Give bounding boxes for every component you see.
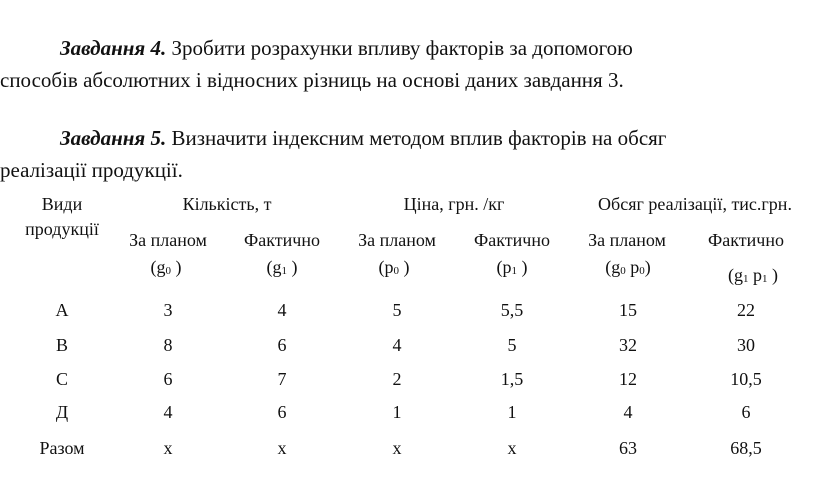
subheader-symbol: ($p_0$ ) bbox=[378, 257, 410, 277]
table-cell: x bbox=[277, 438, 287, 458]
subheader-label: За планом bbox=[588, 230, 666, 250]
row-name: Д bbox=[55, 402, 69, 422]
table-cell: 63 bbox=[619, 438, 637, 458]
table-cell: 1,5 bbox=[500, 369, 524, 389]
table-cell: x bbox=[507, 438, 517, 458]
table-cell: 68,5 bbox=[730, 438, 762, 458]
subheader-symbol: ($p_1$ ) bbox=[496, 257, 528, 277]
table-cell: 3 bbox=[163, 300, 173, 320]
table-cell: 4 bbox=[163, 402, 173, 422]
subheader-label: Фактично bbox=[708, 230, 784, 250]
row-name: В bbox=[55, 335, 69, 355]
table-cell: 5 bbox=[507, 335, 517, 355]
task5-line1: Визначити індексним методом вплив факторів на обсяг bbox=[166, 126, 667, 150]
task5-lead: Завдання 5. bbox=[60, 126, 167, 150]
row-name: Разом bbox=[39, 438, 85, 458]
subheader-label: За планом bbox=[129, 230, 207, 250]
table-cell: 4 bbox=[277, 300, 287, 320]
table-cell: 5,5 bbox=[500, 300, 524, 320]
task5-paragraph bbox=[0, 122, 810, 186]
table-cell: 4 bbox=[623, 402, 633, 422]
table-cell: 1 bbox=[392, 402, 402, 422]
table-cell: 1 bbox=[507, 402, 517, 422]
task5-line2: реалізації продукції. bbox=[0, 158, 183, 182]
row-name: А bbox=[55, 300, 69, 320]
subheader-symbol: ($g_1$ ) bbox=[266, 257, 298, 277]
table-cell: 10,5 bbox=[730, 369, 762, 389]
table-cell: x bbox=[392, 438, 402, 458]
table-cell: 6 bbox=[277, 402, 287, 422]
table-cell: 6 bbox=[277, 335, 287, 355]
task4-paragraph bbox=[0, 32, 810, 96]
table-cell: 6 bbox=[163, 369, 173, 389]
subheader-label: Фактично bbox=[244, 230, 320, 250]
task4-lead: Завдання 4. bbox=[60, 36, 167, 60]
table-cell: 12 bbox=[619, 369, 637, 389]
subheader-label: Фактично bbox=[474, 230, 550, 250]
table-cell: x bbox=[163, 438, 173, 458]
subheader-label: За планом bbox=[358, 230, 436, 250]
table-cell: 7 bbox=[277, 369, 287, 389]
task4-line2: способів абсолютних і відносних різниць на основі даних завдання 3. bbox=[0, 68, 624, 92]
table-cell: 15 bbox=[619, 300, 637, 320]
table-cell: 6 bbox=[741, 402, 751, 422]
table-cell: 32 bbox=[619, 335, 637, 355]
header-types-line1: Види bbox=[41, 194, 83, 214]
row-name: С bbox=[55, 369, 69, 389]
header-types-line2: продукції bbox=[25, 219, 99, 239]
subheader-symbol: ($g_0$ $p_0$) bbox=[605, 257, 651, 277]
subheader-symbol: ($g_0$ ) bbox=[150, 257, 182, 277]
table-cell: 8 bbox=[163, 335, 173, 355]
header-group-quantity: Кількість, т bbox=[182, 194, 272, 214]
table-cell: 4 bbox=[392, 335, 402, 355]
table-cell: 2 bbox=[392, 369, 402, 389]
table-cell: 22 bbox=[737, 300, 755, 320]
subheader-symbol: ($g_1$ $p_1$ ) bbox=[728, 265, 778, 285]
table-cell: 5 bbox=[392, 300, 402, 320]
header-group-volume: Обсяг реалізації, тис.грн. bbox=[598, 194, 792, 214]
task4-line1: Зробити розрахунки впливу факторів за допомогою bbox=[166, 36, 633, 60]
header-group-price: Ціна, грн. /кг bbox=[403, 194, 505, 214]
table-cell: 30 bbox=[737, 335, 755, 355]
